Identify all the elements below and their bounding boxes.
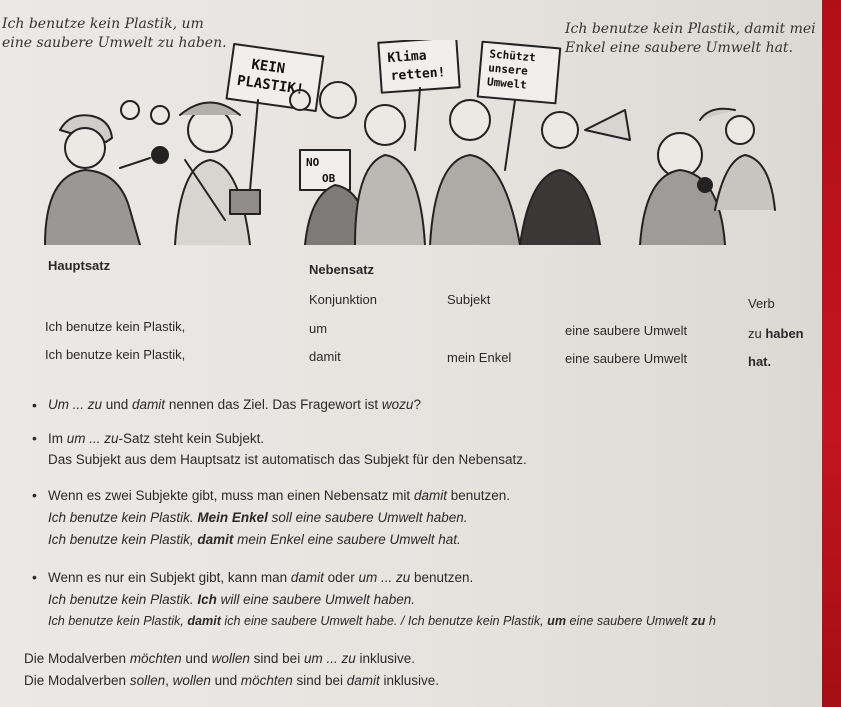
row1-verb [748,326,804,341]
subheader-verb: Verb [748,296,775,311]
speech-right-line2: Enkel eine saubere Umwelt hat. [565,40,794,56]
bullet-3: • [32,487,37,503]
row2-verb: hat. [748,354,772,369]
reporter-figure [45,115,168,245]
rule-1: Um ... zu und damit nennen das Ziel. Das Fragewort ist wozu? [48,397,421,412]
modal-note-1: Die Modalverben möchten und wollen sind bei um ... zu inklusive. [24,651,415,666]
row1-obj: eine saubere Umwelt [565,323,688,338]
rule-3-example-2: Ich benutze kein Plastik, damit mein Enkel eine saubere Umwelt hat. [48,532,461,547]
row1-main: Ich benutze kein Plastik, [45,319,186,334]
sign-kein-line1: KEIN [250,56,286,78]
sign-klima-line1: Klima [386,48,428,67]
protester-megaphone [520,110,630,245]
bullet-2: • [32,430,37,446]
bullet-1: • [32,397,37,413]
rule-3-example-1: Ich benutze kein Plastik. Mein Enkel soll eine saubere Umwelt haben. [48,510,468,525]
bullet-4: • [32,569,37,585]
subheader-subjekt: Subjekt [447,292,491,307]
speech-right-line1: Ich benutze kein Plastik, damit mei [565,21,816,37]
rule-3: Wenn es zwei Subjekte gibt, muss man einen Nebensatz mit damit benutzen. [48,488,511,503]
rule-4-example-2: Ich benutze kein Plastik, damit ich eine saubere Umwelt habe. / Ich benutze kein Plastik, um eine saubere Umwelt zu h [48,614,716,628]
rule-2: Im um ... zu-Satz steht kein Subjekt. [48,431,265,446]
speech-left-line1: Ich benutze kein Plastik, um [2,16,204,32]
sign-no: NO [306,156,320,169]
red-page-edge [822,0,841,707]
sign-kein-line2: PLASTIK! [235,72,306,99]
old-man-figure [640,109,735,245]
sign-schuetzt-line3: Umwelt [486,75,528,92]
row1-verb-zu: zu [748,326,766,341]
speech-left-line2: eine saubere Umwelt zu haben. [2,35,227,51]
row2-main: Ich benutze kein Plastik, [45,347,186,362]
sign-ob: OB [322,172,336,185]
sign-schuetzt-line1: Schützt [488,47,537,65]
sign-klima-line2: retten! [390,65,446,84]
rule-4-example-1: Ich benutze kein Plastik. Ich will eine saubere Umwelt haben. [48,592,415,607]
header-hauptsatz: Hauptsatz [48,258,111,273]
row1-verb-haben: haben [765,326,804,341]
grammar-table [0,255,822,375]
subheader-konjunktion: Konjunktion [309,292,377,307]
header-nebensatz: Nebensatz [309,262,375,277]
demonstration-illustration [0,40,822,245]
modal-note-2: Die Modalverben sollen, wollen und möchten sind bei damit inklusive. [24,673,440,688]
row1-konj: um [309,321,328,336]
row2-subj: mein Enkel [447,350,512,365]
rule-2-line2: Das Subjekt aus dem Hauptsatz ist automatisch das Subjekt für den Nebensatz. [48,452,527,467]
row2-obj: eine saubere Umwelt [565,351,688,366]
row2-konj: damit [309,349,341,364]
sign-schuetzt-line2: unsere [487,61,529,78]
rule-4: Wenn es nur ein Subjekt gibt, kann man damit oder um ... zu benutzen. [48,570,474,585]
